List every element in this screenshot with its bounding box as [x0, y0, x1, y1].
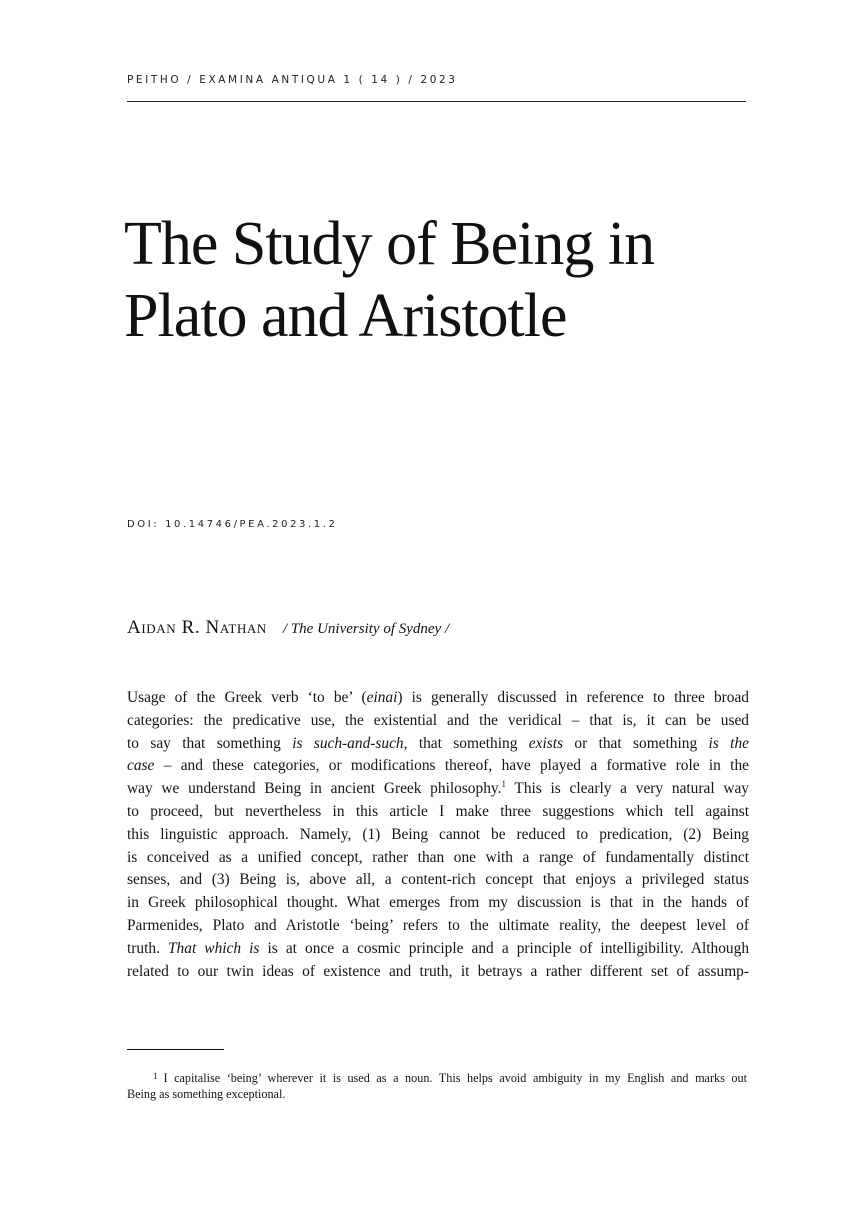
doi-line[interactable]: DOI: 10.14746/PEA.2023.1.2 [127, 519, 338, 530]
author-name: Aidan R. Nathan [127, 617, 267, 638]
title-line-1: The Study of Being in [124, 210, 655, 278]
body-line: in Greek philosophical thought. What emerges from my discussion is that in the hands of [127, 894, 749, 912]
header-divider [127, 101, 746, 102]
body-paragraph [127, 687, 749, 983]
footnote-line: $^1$ I capitalise ‘being’ wherever it is used as a noun. This helps avoid ambiguity in my English and marks out [153, 1071, 747, 1085]
body-line: to say that something is such-and-such, that something exists or that something is the [127, 734, 749, 752]
author-line [127, 617, 449, 639]
footnote-mark: 1 [153, 1071, 158, 1081]
body-line: this linguistic approach. Namely, (1) Being cannot be reduced to predication, (2) Being [127, 825, 749, 843]
body-line: senses, and (3) Being is, above all, a content-rich concept that enjoys a privileged status [127, 871, 749, 889]
footnote-line: Being as something exceptional. [127, 1087, 286, 1101]
running-head: PEITHO / EXAMINA ANTIQUA 1 ( 14 ) / 2023 [127, 74, 458, 86]
author-affiliation: / The University of Sydney / [282, 621, 450, 637]
body-line: related to our twin ideas of existence and truth, it betrays a rather different set of assump- [127, 962, 749, 980]
body-line: to proceed, but nevertheless in this article I make three suggestions which tell against [127, 802, 749, 820]
footnote-ref[interactable]: 1 [501, 779, 506, 790]
body-line: categories: the predicative use, the existential and the veridical – that is, it can be used [127, 711, 749, 729]
article-title [124, 208, 764, 352]
body-line: Parmenides, Plato and Aristotle ‘being’ refers to the ultimate reality, the deepest level of [127, 916, 749, 934]
title-line-2: Plato and Aristotle [124, 282, 567, 350]
footnote-divider [127, 1049, 224, 1050]
body-line: Usage of the Greek verb ‘to be’ (einai) is generally discussed in reference to three broad [127, 689, 749, 706]
body-line: is conceived as a unified concept, rather than one with a range of fundamentally distinct [127, 848, 749, 866]
body-line: way we understand Being in ancient Greek philosophy.$^1$ This is clearly a very natural way [127, 779, 749, 798]
body-line: truth. That which is is at once a cosmic principle and a principle of intelligibility. Although [127, 939, 750, 957]
footnote [127, 1068, 747, 1102]
body-line: case – and these categories, or modifications thereof, have played a formative role in the [127, 757, 749, 775]
